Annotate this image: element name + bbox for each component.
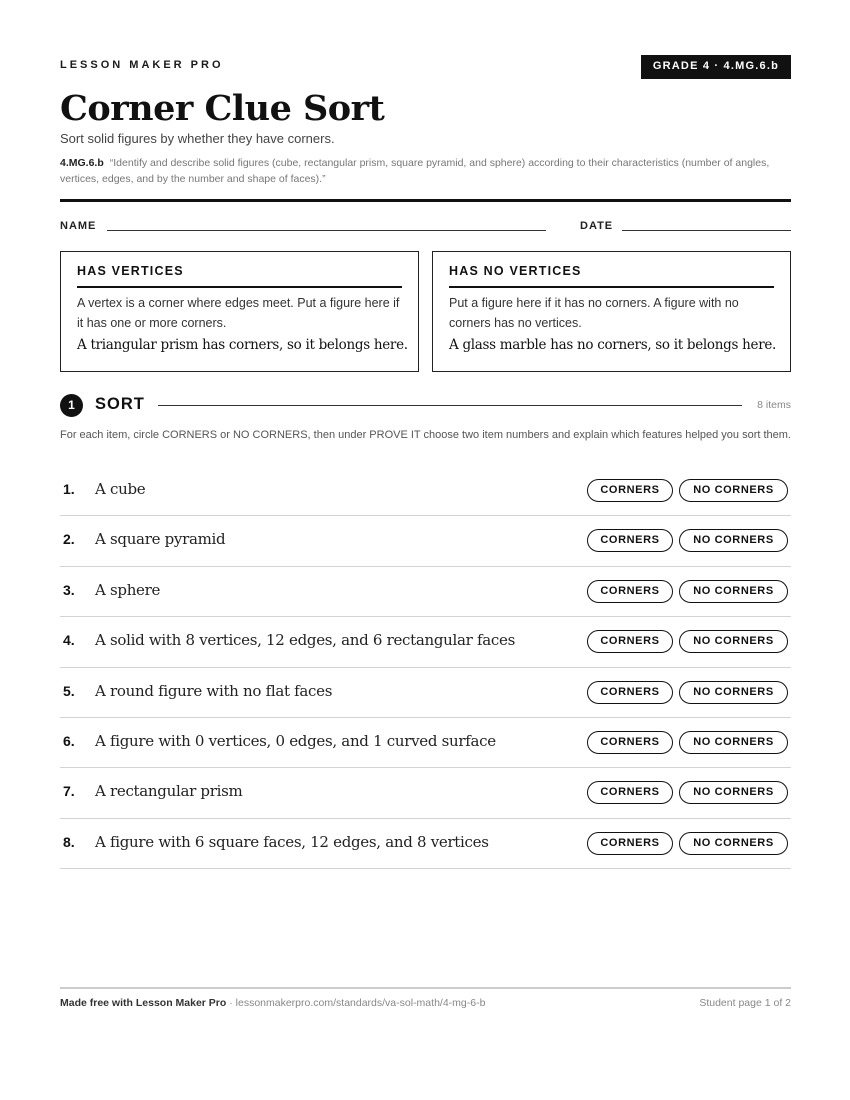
- category-title: HAS NO VERTICES: [449, 264, 774, 288]
- list-item: [60, 768, 791, 818]
- corners-choice[interactable]: CORNERS: [587, 781, 673, 804]
- date-field[interactable]: [622, 230, 791, 231]
- page-footer: [60, 987, 791, 1017]
- section-header-sort: [60, 393, 791, 417]
- worksheet-page: [60, 0, 791, 1100]
- page-indicator: Student page 1 of 2: [699, 997, 791, 1009]
- standard-description: “Identify and describe solid figures (cube, rectangular prism, square pyramid, and sphere) according to their characteristics (number of angles, vertices, edges, and by the number and shape of faces).”: [60, 157, 770, 185]
- item-count: 8 items: [757, 399, 791, 411]
- category-description: Put a figure here if it has no corners. A figure with no corners has no vertices.: [449, 296, 739, 330]
- item-text: A figure with 6 square faces, 12 edges, and 8 vertices: [95, 832, 489, 851]
- section-divider: [158, 405, 742, 406]
- corners-choice[interactable]: CORNERS: [587, 479, 673, 502]
- item-number: 3.: [63, 581, 75, 598]
- footer-brand: Made free with Lesson Maker Pro: [60, 997, 227, 1009]
- corners-choice[interactable]: CORNERS: [587, 529, 673, 552]
- corners-choice[interactable]: CORNERS: [587, 630, 673, 653]
- no-corners-choice[interactable]: NO CORNERS: [679, 781, 788, 804]
- item-number: 5.: [63, 682, 75, 699]
- item-number: 4.: [63, 632, 75, 649]
- page-subtitle: Sort solid figures by whether they have corners.: [60, 131, 335, 146]
- item-text: A square pyramid: [95, 530, 226, 549]
- no-corners-choice[interactable]: NO CORNERS: [679, 529, 788, 552]
- item-text: A figure with 0 vertices, 0 edges, and 1 curved surface: [95, 731, 496, 750]
- list-item: [60, 718, 791, 768]
- section-number-badge: 1: [60, 394, 83, 417]
- corners-choice[interactable]: CORNERS: [587, 580, 673, 603]
- item-number: 6.: [63, 732, 75, 749]
- item-number: 7.: [63, 783, 75, 800]
- no-corners-choice[interactable]: NO CORNERS: [679, 731, 788, 754]
- no-corners-choice[interactable]: NO CORNERS: [679, 479, 788, 502]
- footer-credit: [60, 997, 485, 1009]
- list-item: [60, 567, 791, 617]
- item-number: 8.: [63, 833, 75, 850]
- item-text: A rectangular prism: [95, 782, 243, 801]
- item-text: A sphere: [95, 580, 161, 599]
- no-corners-choice[interactable]: NO CORNERS: [679, 832, 788, 855]
- section-title: SORT: [95, 395, 145, 413]
- corners-choice[interactable]: CORNERS: [587, 731, 673, 754]
- item-list: [60, 466, 791, 869]
- item-text: A solid with 8 vertices, 12 edges, and 6 rectangular faces: [95, 631, 515, 650]
- list-item: [60, 668, 791, 718]
- list-item: [60, 466, 791, 516]
- item-text: A round figure with no flat faces: [95, 681, 333, 700]
- page-title: Corner Clue Sort: [60, 88, 385, 129]
- brand-name: LESSON MAKER PRO: [60, 59, 224, 71]
- standard-code: 4.MG.6.b: [60, 157, 104, 169]
- category-example: A triangular prism has corners, so it belongs here.: [77, 337, 408, 353]
- no-corners-choice[interactable]: NO CORNERS: [679, 580, 788, 603]
- date-label: DATE: [580, 220, 614, 232]
- category-box-has-vertices: [60, 251, 419, 372]
- name-label: NAME: [60, 220, 97, 232]
- no-corners-choice[interactable]: NO CORNERS: [679, 681, 788, 704]
- item-number: 1.: [63, 481, 75, 497]
- list-item: [60, 516, 791, 566]
- category-box-no-vertices: [432, 251, 791, 372]
- item-text: A cube: [95, 480, 146, 498]
- section-instructions: For each item, circle CORNERS or NO CORNERS, then under PROVE IT choose two item numbers and explain which features helped you sort them.: [60, 429, 791, 441]
- category-title: HAS VERTICES: [77, 264, 402, 288]
- footer-url[interactable]: lessonmakerpro.com/standards/va-sol-math/4-mg-6-b: [235, 997, 486, 1009]
- corners-choice[interactable]: CORNERS: [587, 832, 673, 855]
- grade-badge: GRADE 4 · 4.MG.6.b: [641, 55, 791, 79]
- header-divider: [60, 199, 791, 202]
- footer-separator: ·: [226, 997, 236, 1009]
- corners-choice[interactable]: CORNERS: [587, 681, 673, 704]
- name-field[interactable]: [107, 230, 546, 231]
- name-date-bar: [60, 219, 791, 235]
- no-corners-choice[interactable]: NO CORNERS: [679, 630, 788, 653]
- list-item: [60, 617, 791, 667]
- top-bar: [60, 55, 791, 79]
- category-example: A glass marble has no corners, so it belongs here.: [449, 337, 777, 353]
- list-item: [60, 819, 791, 869]
- item-number: 2.: [63, 531, 75, 548]
- category-description: A vertex is a corner where edges meet. Put a figure here if it has one or more corners.: [77, 296, 400, 330]
- standard-text: [60, 155, 791, 187]
